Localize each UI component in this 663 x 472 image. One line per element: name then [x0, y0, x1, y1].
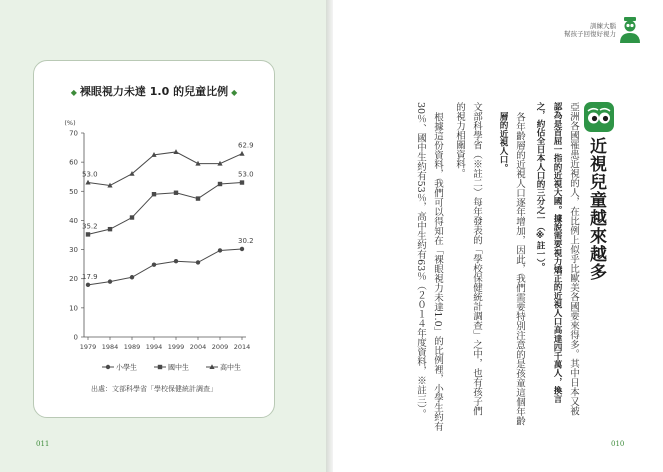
header-line-1: 訓練大腦	[590, 22, 616, 30]
y-tick-label: 30	[69, 246, 78, 255]
line-chart	[34, 101, 274, 391]
text-column: 各年齡層的近視人口逐年增加，因此，我們需要特別注意的是孩童這個年齡	[514, 112, 525, 426]
chart-title-row	[34, 83, 274, 99]
text-column: 文部科學省（※註二）每年發表的「學校保健統計調查」之中，也有孩子們	[471, 102, 482, 416]
left-page-number: 011	[36, 440, 50, 448]
data-point	[108, 227, 112, 231]
data-point	[86, 283, 90, 287]
book-gutter	[326, 0, 333, 472]
y-tick-label: 0	[73, 333, 78, 342]
legend-marker	[106, 365, 110, 369]
y-tick-label: 60	[69, 158, 78, 167]
data-point	[196, 196, 200, 200]
data-point	[86, 232, 90, 236]
legend-label: 國中生	[168, 363, 189, 372]
data-point	[196, 260, 200, 264]
data-point	[173, 149, 178, 154]
diamond-icon: ◆	[70, 88, 77, 97]
y-tick-label: 40	[69, 216, 78, 225]
y-axis-unit: (%)	[64, 119, 76, 127]
text-column: 的視力相關資料。	[454, 102, 465, 178]
data-label: 53.0	[82, 170, 98, 179]
section-heading: 近視兒童越來越多	[586, 137, 606, 281]
right-page-number: 010	[611, 440, 625, 448]
running-header	[538, 22, 616, 38]
x-tick-label: 2014	[233, 343, 251, 351]
legend-label: 小學生	[116, 363, 137, 372]
data-label: 62.9	[238, 141, 254, 150]
text-column: 之，約佔全日本人口的三分之一（※註一）。	[535, 102, 545, 272]
chart-source: 出處：文部科學省「學校保健統計調查」	[91, 385, 217, 393]
x-tick-label: 2004	[189, 343, 207, 351]
data-point	[239, 151, 244, 156]
data-point	[174, 191, 178, 195]
right-page	[333, 0, 663, 472]
data-point	[240, 180, 244, 184]
data-label: 35.2	[82, 222, 98, 231]
text-column: 認為是首屈一指的近視大國。據說需要視力矯正的近視人口高達四千萬人，換言	[552, 102, 562, 403]
header-line-2: 幫孩子回復好視力	[564, 30, 616, 38]
chart-title: 裸眼視力未達 1.0 的兒童比例	[79, 85, 229, 98]
series-line	[88, 152, 242, 186]
x-tick-label: 1994	[145, 343, 163, 351]
y-tick-label: 50	[69, 187, 78, 196]
text-column: 根據這份資料，我們可以得知在「裸眼視力未達1.0」的比例裡，小學生約有	[432, 112, 443, 432]
text-column: 30％、國中生約有53％，高中生約有63％（２０１４年度資料，※註三）。	[415, 102, 426, 419]
x-tick-label: 1984	[101, 343, 119, 351]
data-point	[218, 248, 222, 252]
y-tick-label: 70	[69, 129, 78, 138]
x-tick-label: 1999	[167, 343, 185, 351]
data-point	[85, 180, 90, 185]
series-line	[88, 249, 242, 285]
x-tick-label: 1979	[79, 343, 97, 351]
diamond-icon: ◆	[231, 88, 238, 97]
data-label: 53.0	[238, 170, 254, 179]
data-label: 30.2	[238, 236, 254, 245]
eyes-icon	[584, 102, 614, 132]
data-label: 17.9	[82, 272, 98, 281]
chart-card	[33, 60, 275, 418]
data-point	[108, 279, 112, 283]
data-point	[130, 275, 134, 279]
text-column: 層的近視人口。	[498, 112, 508, 173]
data-point	[240, 247, 244, 251]
data-point	[130, 215, 134, 219]
y-tick-label: 10	[69, 304, 78, 313]
y-tick-label: 20	[69, 275, 78, 284]
legend-label: 高中生	[220, 363, 241, 372]
data-point	[152, 263, 156, 267]
text-column: 亞洲各國罹患近視的人，在比例上似乎比歐美各國要來得多。其中日本又被	[568, 102, 579, 416]
legend-marker	[158, 365, 162, 369]
data-point	[174, 259, 178, 263]
child-icon	[618, 16, 642, 44]
x-tick-label: 1989	[123, 343, 141, 351]
x-tick-label: 2009	[211, 343, 229, 351]
series-line	[88, 183, 242, 235]
eyes-badge	[584, 102, 614, 132]
data-point	[152, 192, 156, 196]
data-point	[218, 182, 222, 186]
